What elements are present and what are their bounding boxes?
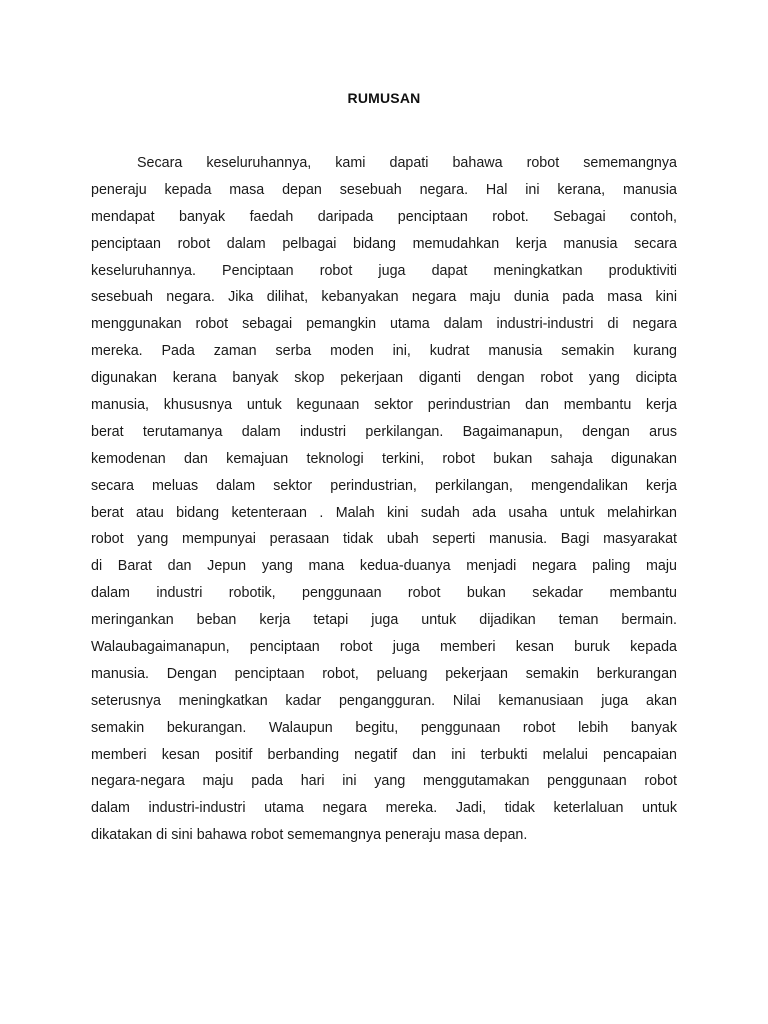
paragraph-line: manusia, khususnya untuk kegunaan sektor perindustrian dan membantu kerja	[91, 397, 677, 414]
paragraph-line: di Barat dan Jepun yang mana kedua-duanya menjadi negara paling maju	[91, 558, 677, 575]
paragraph-line: digunakan kerana banyak skop pekerjaan diganti dengan robot yang dicipta	[91, 370, 677, 387]
paragraph-line: secara meluas dalam sektor perindustrian, perkilangan, mengendalikan kerja	[91, 477, 677, 494]
paragraph-line: peneraju kepada masa depan sesebuah negara. Hal ini kerana, manusia	[91, 181, 677, 198]
paragraph-line: dalam industri-industri utama negara mereka. Jadi, tidak keterlaluan untuk	[91, 800, 677, 817]
paragraph-line: keseluruhannya. Penciptaan robot juga dapat meningkatkan produktiviti	[91, 262, 677, 279]
paragraph-line: meringankan beban kerja tetapi juga untuk dijadikan teman bermain.	[91, 612, 677, 629]
paragraph-line: negara-negara maju pada hari ini yang menggutamakan penggunaan robot	[91, 773, 677, 790]
paragraph-line: kemodenan dan kemajuan teknologi terkini, robot bukan sahaja digunakan	[91, 450, 677, 467]
paragraph-line: mendapat banyak faedah daripada penciptaan robot. Sebagai contoh,	[91, 208, 677, 225]
paragraph-line: seterusnya meningkatkan kadar pengangguran. Nilai kemanusiaan juga akan	[91, 692, 677, 709]
page-title: RUMUSAN	[347, 90, 421, 106]
paragraph-line: manusia. Dengan penciptaan robot, peluang pekerjaan semakin berkurangan	[91, 665, 677, 682]
paragraph-line: berat atau bidang ketenteraan . Malah kini sudah ada usaha untuk melahirkan	[91, 504, 677, 521]
paragraph-line: Secara keseluruhannya, kami dapati bahawa robot sememangnya	[137, 155, 677, 171]
paragraph-line: dikatakan di sini bahawa robot sememangnya peneraju masa depan.	[91, 827, 528, 844]
paragraph-line: robot yang mempunyai perasaan tidak ubah seperti manusia. Bagi masyarakat	[91, 531, 677, 548]
paragraph-line: memberi kesan positif berbanding negatif dan ini terbukti melalui pencapaian	[91, 746, 677, 763]
paragraph-line: dalam industri robotik, penggunaan robot bukan sekadar membantu	[91, 585, 677, 602]
paragraph-line: semakin bekurangan. Walaupun begitu, penggunaan robot lebih banyak	[91, 719, 677, 736]
body-paragraph	[91, 150, 677, 849]
paragraph-line: Walaubagaimanapun, penciptaan robot juga memberi kesan buruk kepada	[91, 639, 677, 656]
paragraph-line: mereka. Pada zaman serba moden ini, kudrat manusia semakin kurang	[91, 343, 677, 360]
paragraph-line: berat terutamanya dalam industri perkilangan. Bagaimanapun, dengan arus	[91, 423, 677, 440]
paragraph-line: sesebuah negara. Jika dilihat, kebanyakan negara maju dunia pada masa kini	[91, 289, 677, 306]
paragraph-line: penciptaan robot dalam pelbagai bidang memudahkan kerja manusia secara	[91, 235, 677, 252]
paragraph-line: menggunakan robot sebagai pemangkin utama dalam industri-industri di negara	[91, 316, 677, 333]
